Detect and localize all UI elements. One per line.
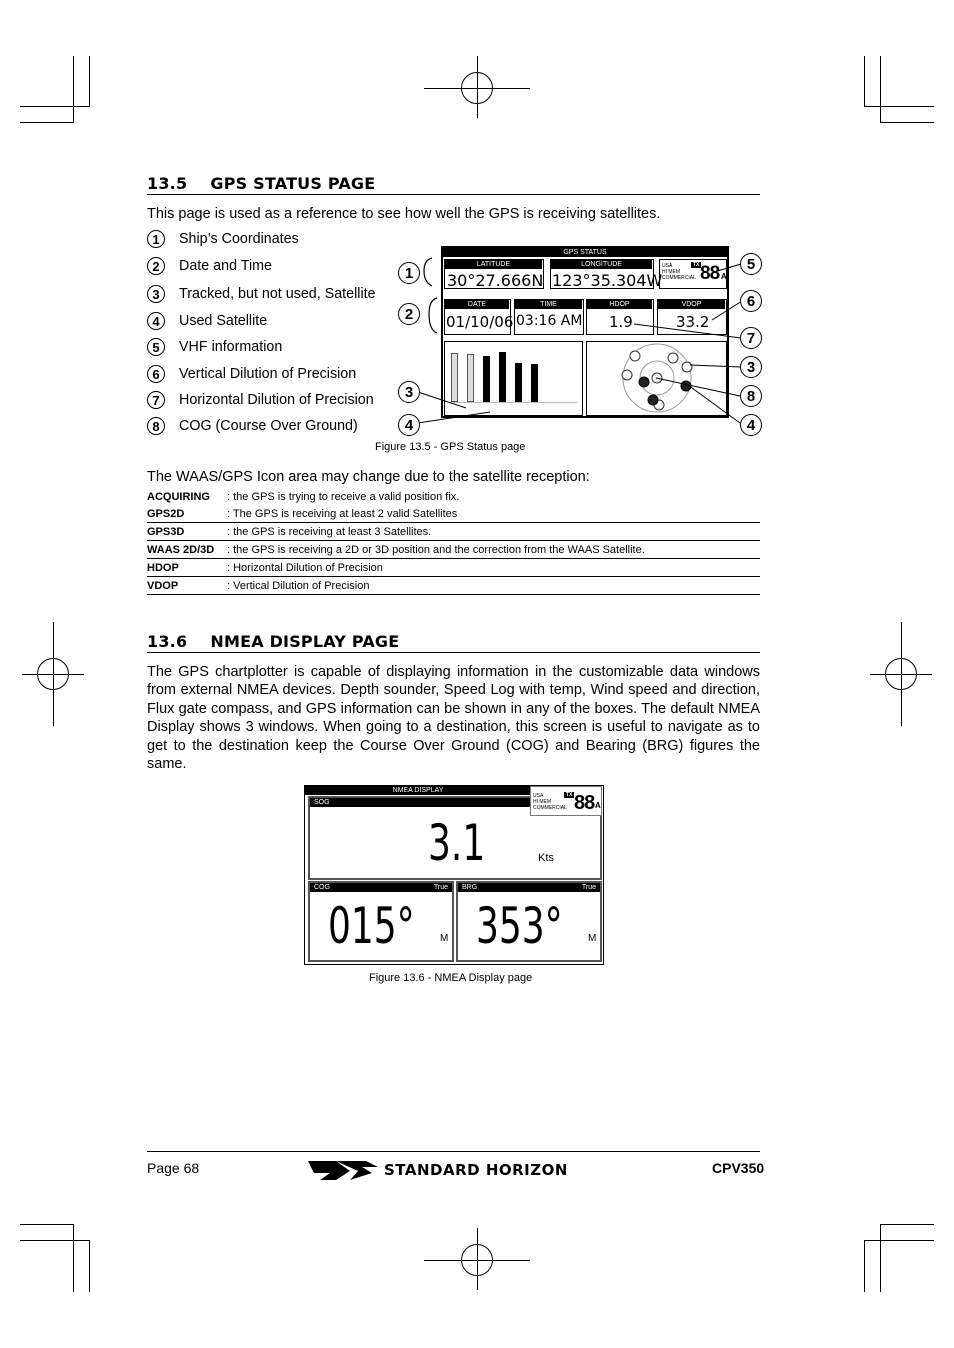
section-title: NMEA DISPLAY PAGE xyxy=(210,632,400,651)
definition-term: ACQUIRING xyxy=(147,491,210,503)
sog-label: SOG xyxy=(314,799,330,806)
vhf-channel: 88 xyxy=(574,792,595,814)
definition-row xyxy=(147,577,760,595)
legend-label: COG (Course Over Ground) xyxy=(179,418,358,434)
vdop-value: 33.2 xyxy=(676,313,710,331)
vhf-memory: HI MEM xyxy=(662,269,681,275)
legend-label: Used Satellite xyxy=(179,313,268,329)
brg-window xyxy=(456,881,602,962)
intro-text: This page is used as a reference to see how well the GPS is receiving satellites. xyxy=(147,206,661,222)
legend-number: 2 xyxy=(147,257,165,275)
definition-desc: : Vertical Dilution of Precision xyxy=(227,577,760,595)
vhf-channel-suffix: A xyxy=(721,272,727,281)
vhf-region: USA xyxy=(662,263,673,269)
definition-term: GPS3D xyxy=(147,523,227,541)
callout-5: 5 xyxy=(740,253,762,275)
section-heading-nmea-display xyxy=(147,632,399,651)
legend-label: Vertical Dilution of Precision xyxy=(179,366,357,382)
callout-1: 1 xyxy=(398,262,420,284)
cog-header xyxy=(310,883,452,892)
cog-reference: True xyxy=(433,884,448,891)
callout-4: 4 xyxy=(398,414,420,436)
vhf-memory: HI MEM xyxy=(533,799,552,805)
brand-mark-icon xyxy=(306,1159,380,1181)
legend-number: 8 xyxy=(147,417,165,435)
brg-header xyxy=(458,883,600,892)
section-number: 13.6 xyxy=(147,632,188,651)
callout-3: 3 xyxy=(398,381,420,403)
legend-number: 3 xyxy=(147,285,165,303)
sog-value: 3.1 xyxy=(428,814,486,872)
vhf-channel: 88 xyxy=(700,263,720,284)
brg-unit: M xyxy=(588,933,597,944)
definition-row xyxy=(147,523,760,541)
legend-label: Date and Time xyxy=(179,258,272,274)
definition-term: WAAS 2D/3D xyxy=(147,541,227,559)
date-label: DATE xyxy=(445,300,509,309)
cog-label: COG xyxy=(314,884,330,891)
definition-desc: : the GPS is receiving a 2D or 3D position and the correction from the WAAS Satellite. xyxy=(227,541,760,559)
latitude-label: LATITUDE xyxy=(445,260,542,269)
legend-number: 4 xyxy=(147,312,165,330)
screen-title-bar: NMEA DISPLAY xyxy=(305,786,531,795)
hdop-value: 1.9 xyxy=(609,313,633,331)
brand-logo xyxy=(306,1158,606,1182)
definition-desc: : the GPS is trying to receive a valid position fix. xyxy=(227,491,460,503)
definition-term: GPS2D xyxy=(147,505,227,523)
legend-number: 5 xyxy=(147,338,165,356)
brg-value: 353° xyxy=(476,897,563,955)
definition-term: HDOP xyxy=(147,559,227,577)
cog-value: 015° xyxy=(328,897,415,955)
vhf-info-box xyxy=(530,786,602,816)
time-value: 03:16 AM xyxy=(516,313,583,329)
definition-row xyxy=(147,505,760,523)
brand-name: STANDARD HORIZON xyxy=(384,1161,568,1179)
callout-leader-lines xyxy=(0,0,954,460)
definition-row xyxy=(147,488,760,505)
legend-number: 1 xyxy=(147,230,165,248)
footer-rule xyxy=(147,1151,760,1152)
sog-unit: Kts xyxy=(538,852,554,864)
section-number: 13.5 xyxy=(147,174,188,193)
model-name: CPV350 xyxy=(712,1160,765,1176)
hdop-label: HDOP xyxy=(587,300,652,309)
section-title: GPS STATUS PAGE xyxy=(210,174,376,193)
nmea-body-text: The GPS chartplotter is capable of displaying information in the customizable data windows from external NMEA devices. Depth sounder, Speed Log with temp, Wind speed and direction, Flux gate compass, and GPS information can be shown in any of the boxes. The default NMEA Display shows 3 windows. When going to a destination, this screen is useful to navigate as to get to the destination keep the Course Over Ground (COG) and Bearing (BRG) figures the same. xyxy=(147,664,760,773)
definition-desc: : The GPS is receiving at least 2 valid Satellites xyxy=(227,505,760,523)
waas-intro: The WAAS/GPS Icon area may change due to the satellite reception: xyxy=(147,469,590,485)
brg-label: BRG xyxy=(462,884,478,891)
definition-desc: : Horizontal Dilution of Precision xyxy=(227,559,760,577)
definition-term: VDOP xyxy=(147,577,227,595)
vhf-mode: COMMERCIAL xyxy=(533,805,567,811)
nmea-display-screen xyxy=(304,785,604,965)
legend-label: Ship’s Coordinates xyxy=(179,231,299,247)
legend-number: 6 xyxy=(147,365,165,383)
legend-label: Horizontal Dilution of Precision xyxy=(179,392,374,408)
callout-2: 2 xyxy=(398,303,420,325)
callout-8: 8 xyxy=(740,385,762,407)
callout-6: 6 xyxy=(740,290,762,312)
legend-number: 7 xyxy=(147,391,165,409)
cog-unit: M xyxy=(440,933,449,944)
figure-caption-13-6: Figure 13.6 - NMEA Display page xyxy=(369,972,533,984)
longitude-value: 123°35.304W xyxy=(552,271,663,290)
vhf-mode: COMMERCIAL xyxy=(662,275,696,281)
vhf-tx-badge: TX xyxy=(693,262,700,268)
cog-window xyxy=(308,881,454,962)
callout-7: 7 xyxy=(740,327,762,349)
latitude-value: 30°27.666N xyxy=(447,271,544,290)
date-value: 01/10/06 xyxy=(446,313,514,331)
vhf-region: USA xyxy=(533,793,544,799)
waas-definitions-table xyxy=(147,488,760,595)
vhf-channel-suffix: A xyxy=(595,801,601,810)
time-label: TIME xyxy=(515,300,582,309)
vdop-label: VDOP xyxy=(658,300,725,309)
screen-title-bar: GPS STATUS xyxy=(443,248,727,257)
figure-caption-13-5: Figure 13.5 - GPS Status page xyxy=(375,441,526,453)
callout-4b: 4 xyxy=(740,414,762,436)
legend-label: Tracked, but not used, Satellite xyxy=(179,286,376,302)
heading-rule xyxy=(147,652,760,653)
legend-label: VHF information xyxy=(179,339,283,355)
definition-desc: : the GPS is receiving at least 3 Satellites. xyxy=(227,523,760,541)
brg-reference: True xyxy=(581,884,596,891)
longitude-label: LONGITUDE xyxy=(551,260,652,269)
page-number: Page 68 xyxy=(147,1160,200,1176)
definition-row xyxy=(147,559,760,577)
vhf-tx-badge: TX xyxy=(566,792,573,798)
callout-3b: 3 xyxy=(740,356,762,378)
definition-row xyxy=(147,541,760,559)
sog-header xyxy=(310,798,530,807)
